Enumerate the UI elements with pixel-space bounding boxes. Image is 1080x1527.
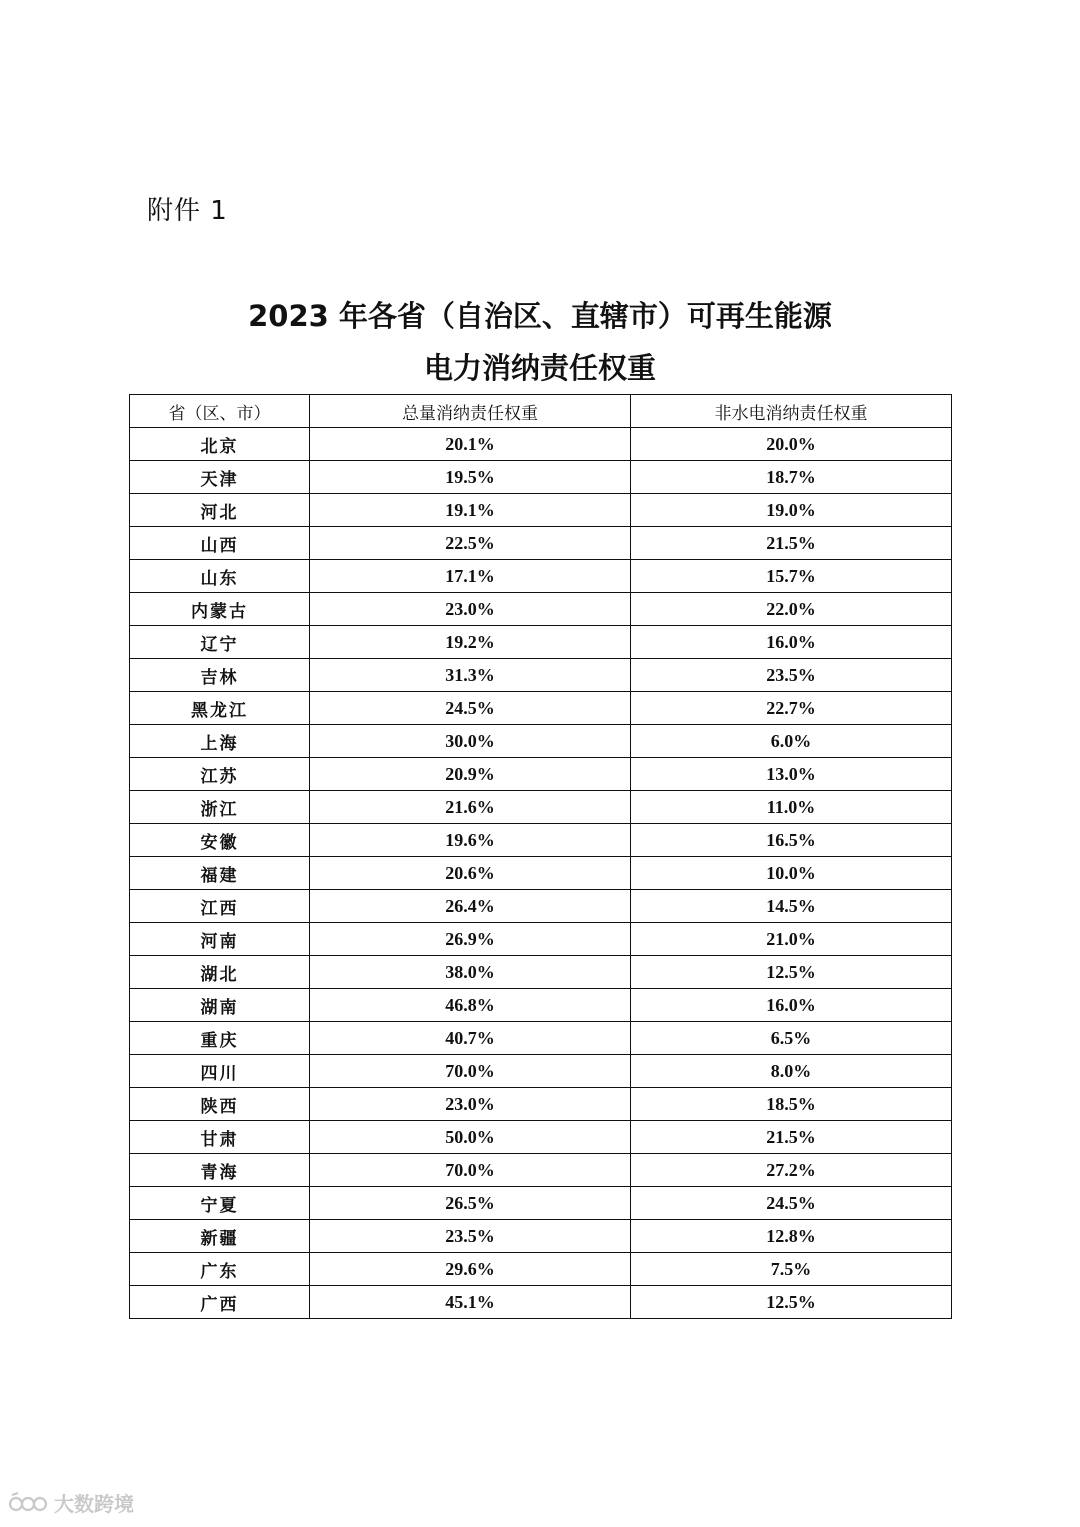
cell-total-weight: 70.0% [310,1055,631,1088]
cell-non-hydro-weight: 19.0% [631,494,952,527]
cell-non-hydro-weight: 21.0% [631,923,952,956]
cell-total-weight: 26.4% [310,890,631,923]
document-title-line2: 电力消纳责任权重 [423,351,656,385]
cell-province: 安徽 [130,824,310,857]
cell-non-hydro-weight: 7.5% [631,1253,952,1286]
table-row [130,659,952,692]
cell-non-hydro-weight: 23.5% [631,659,952,692]
cell-province: 广东 [130,1253,310,1286]
cell-province: 四川 [130,1055,310,1088]
table-row [130,1088,952,1121]
document-title-line1: 2023 年各省（自治区、直辖市）可再生能源 [248,299,832,333]
cell-total-weight: 50.0% [310,1121,631,1154]
cell-non-hydro-weight: 8.0% [631,1055,952,1088]
cell-total-weight: 29.6% [310,1253,631,1286]
header-province: 省（区、市） [130,395,310,428]
cell-province: 广西 [130,1286,310,1319]
cell-non-hydro-weight: 22.7% [631,692,952,725]
cell-province: 河南 [130,923,310,956]
cell-non-hydro-weight: 21.5% [631,1121,952,1154]
header-total-weight: 总量消纳责任权重 [310,395,631,428]
table-row [130,725,952,758]
brand-logo-icon [8,1491,48,1515]
cell-province: 陕西 [130,1088,310,1121]
cell-non-hydro-weight: 12.5% [631,1286,952,1319]
cell-province: 宁夏 [130,1187,310,1220]
cell-province: 浙江 [130,791,310,824]
cell-total-weight: 19.2% [310,626,631,659]
cell-non-hydro-weight: 16.0% [631,626,952,659]
table-row [130,461,952,494]
cell-total-weight: 26.9% [310,923,631,956]
table-row [130,626,952,659]
cell-non-hydro-weight: 11.0% [631,791,952,824]
cell-province: 甘肃 [130,1121,310,1154]
cell-non-hydro-weight: 10.0% [631,857,952,890]
cell-total-weight: 21.6% [310,791,631,824]
cell-non-hydro-weight: 13.0% [631,758,952,791]
table-row [130,527,952,560]
header-non-hydro-weight: 非水电消纳责任权重 [631,395,952,428]
cell-province: 山西 [130,527,310,560]
table-header [130,395,952,428]
cell-total-weight: 19.5% [310,461,631,494]
attachment-label: 附件 1 [147,196,228,226]
table-row [130,494,952,527]
cell-non-hydro-weight: 24.5% [631,1187,952,1220]
cell-total-weight: 19.6% [310,824,631,857]
cell-province: 辽宁 [130,626,310,659]
table-row [130,1154,952,1187]
table-row [130,593,952,626]
table-header-row [130,395,952,428]
weights-table [129,394,952,1319]
table-body [130,428,952,1319]
table-row [130,692,952,725]
table-row [130,956,952,989]
cell-non-hydro-weight: 12.5% [631,956,952,989]
cell-non-hydro-weight: 27.2% [631,1154,952,1187]
cell-total-weight: 17.1% [310,560,631,593]
cell-province: 新疆 [130,1220,310,1253]
cell-non-hydro-weight: 16.0% [631,989,952,1022]
cell-province: 湖北 [130,956,310,989]
cell-total-weight: 26.5% [310,1187,631,1220]
cell-non-hydro-weight: 12.8% [631,1220,952,1253]
table-row [130,1121,952,1154]
cell-non-hydro-weight: 14.5% [631,890,952,923]
cell-total-weight: 45.1% [310,1286,631,1319]
cell-non-hydro-weight: 18.7% [631,461,952,494]
cell-province: 江西 [130,890,310,923]
cell-non-hydro-weight: 15.7% [631,560,952,593]
cell-total-weight: 40.7% [310,1022,631,1055]
table-row [130,1220,952,1253]
cell-province: 福建 [130,857,310,890]
table-row [130,890,952,923]
cell-total-weight: 70.0% [310,1154,631,1187]
cell-non-hydro-weight: 6.0% [631,725,952,758]
cell-non-hydro-weight: 6.5% [631,1022,952,1055]
cell-total-weight: 46.8% [310,989,631,1022]
cell-non-hydro-weight: 22.0% [631,593,952,626]
cell-province: 上海 [130,725,310,758]
cell-total-weight: 20.9% [310,758,631,791]
cell-province: 江苏 [130,758,310,791]
cell-non-hydro-weight: 21.5% [631,527,952,560]
watermark-text: 大数跨境 [54,1492,134,1516]
cell-province: 湖南 [130,989,310,1022]
table-row [130,857,952,890]
table-row [130,1286,952,1319]
cell-non-hydro-weight: 20.0% [631,428,952,461]
table-row [130,1055,952,1088]
table-row [130,824,952,857]
cell-total-weight: 19.1% [310,494,631,527]
cell-total-weight: 23.5% [310,1220,631,1253]
watermark [8,1488,134,1517]
table-row [130,1187,952,1220]
cell-province: 青海 [130,1154,310,1187]
cell-total-weight: 38.0% [310,956,631,989]
cell-province: 山东 [130,560,310,593]
cell-province: 天津 [130,461,310,494]
cell-total-weight: 31.3% [310,659,631,692]
cell-total-weight: 23.0% [310,593,631,626]
table-row [130,560,952,593]
cell-total-weight: 24.5% [310,692,631,725]
table-row [130,428,952,461]
cell-total-weight: 30.0% [310,725,631,758]
cell-province: 北京 [130,428,310,461]
cell-province: 内蒙古 [130,593,310,626]
cell-province: 重庆 [130,1022,310,1055]
table-row [130,791,952,824]
table-row [130,989,952,1022]
table-row [130,758,952,791]
cell-province: 河北 [130,494,310,527]
cell-total-weight: 22.5% [310,527,631,560]
table-row [130,923,952,956]
cell-total-weight: 23.0% [310,1088,631,1121]
cell-non-hydro-weight: 18.5% [631,1088,952,1121]
table-row [130,1022,952,1055]
cell-province: 黑龙江 [130,692,310,725]
table-row [130,1253,952,1286]
cell-total-weight: 20.1% [310,428,631,461]
cell-non-hydro-weight: 16.5% [631,824,952,857]
cell-total-weight: 20.6% [310,857,631,890]
cell-province: 吉林 [130,659,310,692]
